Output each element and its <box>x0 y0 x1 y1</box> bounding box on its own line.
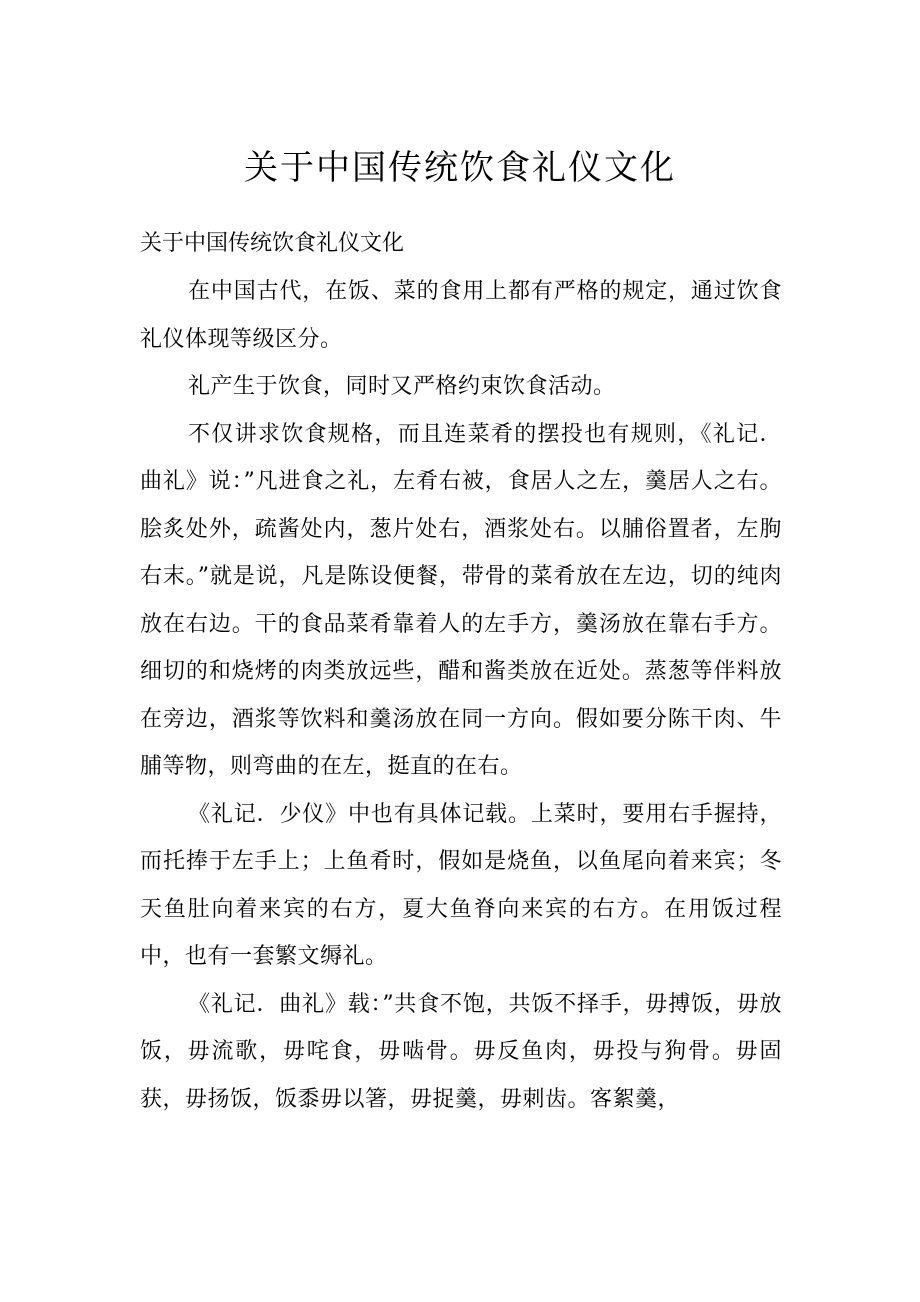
paragraph: 不仅讲求饮食规格，而且连菜肴的摆投也有规则，《礼记．曲礼》说：”凡进食之礼，左肴右被，食居人之左，羹居人之右。脍炙处外，疏酱处内，葱片处右，酒浆处右。以脯俗置者，左朐右末。”就是说，凡是陈设便餐，带骨的菜肴放在左边，切的纯肉放在右边。干的食品菜肴靠着人的左手方，羹汤放在靠右手方。细切的和烧烤的肉类放远些，醋和酱类放在近处。蒸葱等伴料放在旁边，酒浆等饮料和羹汤放在同一方向。假如要分陈干肉、牛脯等物，则弯曲的在左，挺直的在右。 <box>140 421 782 779</box>
document-subtitle: 关于中国传统饮食礼仪文化 <box>140 231 405 256</box>
document-body <box>140 220 782 1123</box>
paragraph: 《礼记．曲礼》载：”共食不饱，共饭不择手，毋搏饭，毋放饭，毋流歌，毋咤食，毋啮骨。毋反鱼肉，毋投与狗骨。毋固获，毋扬饭，饭黍毋以箸，毋捉羹，毋刺齿。客絮羹， <box>140 991 782 1112</box>
paragraph: 礼产生于饮食，同时又严格约束饮食活动。 <box>188 374 616 399</box>
paragraph: 在中国古代，在饭、菜的食用上都有严格的规定，通过饮食礼仪体现等级区分。 <box>140 279 782 352</box>
paragraph: 《礼记．少仪》中也有具体记载。上菜时，要用右手握持，而托捧于左手上；上鱼肴时，假如是烧鱼，以鱼尾向着来宾；冬天鱼肚向着来宾的右方，夏大鱼脊向来宾的右方。在用饭过程中，也有一套繁文缛礼。 <box>140 801 782 969</box>
page-title: 关于中国传统饮食礼仪文化 <box>244 148 676 188</box>
